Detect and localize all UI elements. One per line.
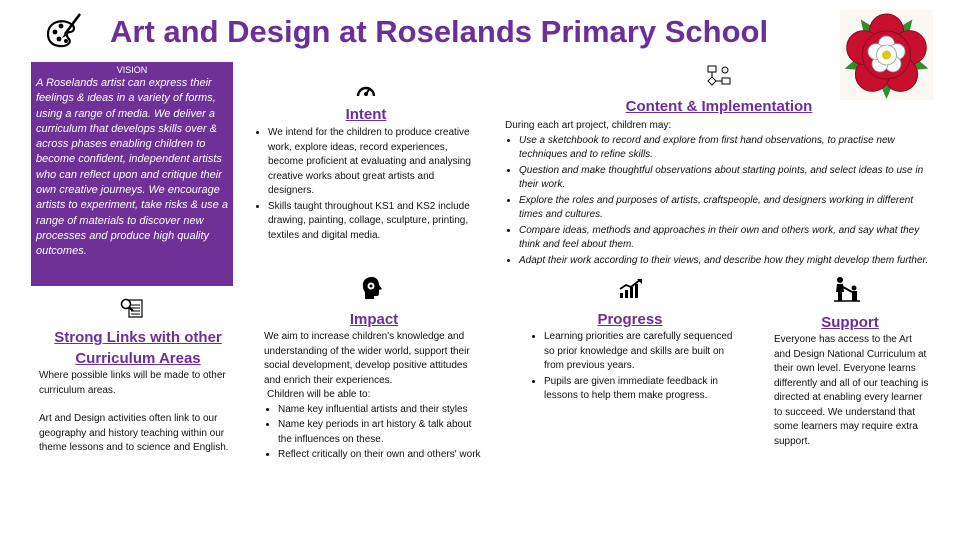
content-heading: Content & Implementation xyxy=(625,98,813,115)
links-paragraph: Art and Design activities often link to our geography and history teaching within our theme lessons and to science and English. xyxy=(39,413,229,453)
intent-section xyxy=(254,126,476,244)
list-item: • Reflect critically on their own and others' work xyxy=(278,448,484,463)
flowchart-icon xyxy=(706,64,732,90)
growth-chart-icon xyxy=(618,278,644,300)
tudor-rose-logo xyxy=(840,10,933,100)
vision-text: A Roselands artist can express their feelings & ideas in a variety of forms, using a range of media. We deliver a curriculum that develops skills over & across phases enabling children to become confident, independent artists who can reflect upon and critique their own creative journeys. We encourage artists to experiment, take risks & use a range of materials to discover new processes and produce high quality outcomes. xyxy=(36,77,228,258)
speedometer-icon xyxy=(356,82,376,100)
support-heading: Support xyxy=(821,314,879,331)
list-item: • Use a sketchbook to record and explore from first hand observations, to practise new techniques and to refine skills. xyxy=(519,134,937,163)
content-section xyxy=(505,119,937,269)
impact-section xyxy=(264,330,484,464)
list-item: • Skills taught throughout KS1 and KS2 include drawing, painting, collage, sculpture, printing, textiles and digital media. xyxy=(268,200,476,244)
page-title: Art and Design at Roselands Primary School xyxy=(110,14,769,49)
vision-panel xyxy=(31,62,233,286)
vision-label: VISION xyxy=(116,65,148,75)
progress-section xyxy=(530,330,744,405)
intent-heading: Intent xyxy=(345,106,387,123)
content-intro: During each art project, children may: xyxy=(505,120,672,131)
magnifier-document-icon xyxy=(119,296,145,320)
links-heading: Strong Links with other Curriculum Areas xyxy=(54,329,222,367)
impact-heading: Impact xyxy=(349,311,399,328)
list-item: • Name key periods in art history & talk about the influences on these. xyxy=(278,418,484,447)
list-item: • Pupils are given immediate feedback in lessons to help them make progress. xyxy=(544,375,744,404)
list-item: • Adapt their work according to their views, and describe how they might develop them further. xyxy=(519,254,937,269)
list-item: • Compare ideas, methods and approaches in their own and others work, and say what they think and feel about them. xyxy=(519,224,937,253)
links-section xyxy=(39,369,239,456)
list-item: • Name key influential artists and their styles xyxy=(278,403,484,418)
list-item: • Question and make thoughtful observations about starting points, and select ideas to use in their work. xyxy=(519,164,937,193)
head-gears-icon xyxy=(361,276,383,300)
palette-icon xyxy=(44,10,84,50)
list-item: • We intend for the children to produce creative work, explore ideas, record experiences, become proficient at evaluating and analysing creative works about great artists and designers. xyxy=(268,126,476,199)
impact-subheading: Children will be able to: xyxy=(267,389,371,400)
list-item: • Explore the roles and purposes of artists, craftspeople, and designers working in different times and cultures. xyxy=(519,194,937,223)
helping-hand-icon xyxy=(832,276,862,302)
progress-heading: Progress xyxy=(597,311,663,328)
impact-intro: We aim to increase children's knowledge and understanding of the wider world, support their social development, develop positive attitudes and enrich their experiences. xyxy=(264,331,470,386)
list-item: • Learning priorities are carefully sequenced so prior knowledge and skills are built on from previous years. xyxy=(544,330,744,374)
links-paragraph: Where possible links will be made to other curriculum areas. xyxy=(39,370,226,396)
support-text: Everyone has access to the Art and Design National Curriculum at their own level. Everyone learns differently and all of our teaching is directed at enabling every learner to succeed. We understand that some learners may require extra support. xyxy=(774,334,929,447)
